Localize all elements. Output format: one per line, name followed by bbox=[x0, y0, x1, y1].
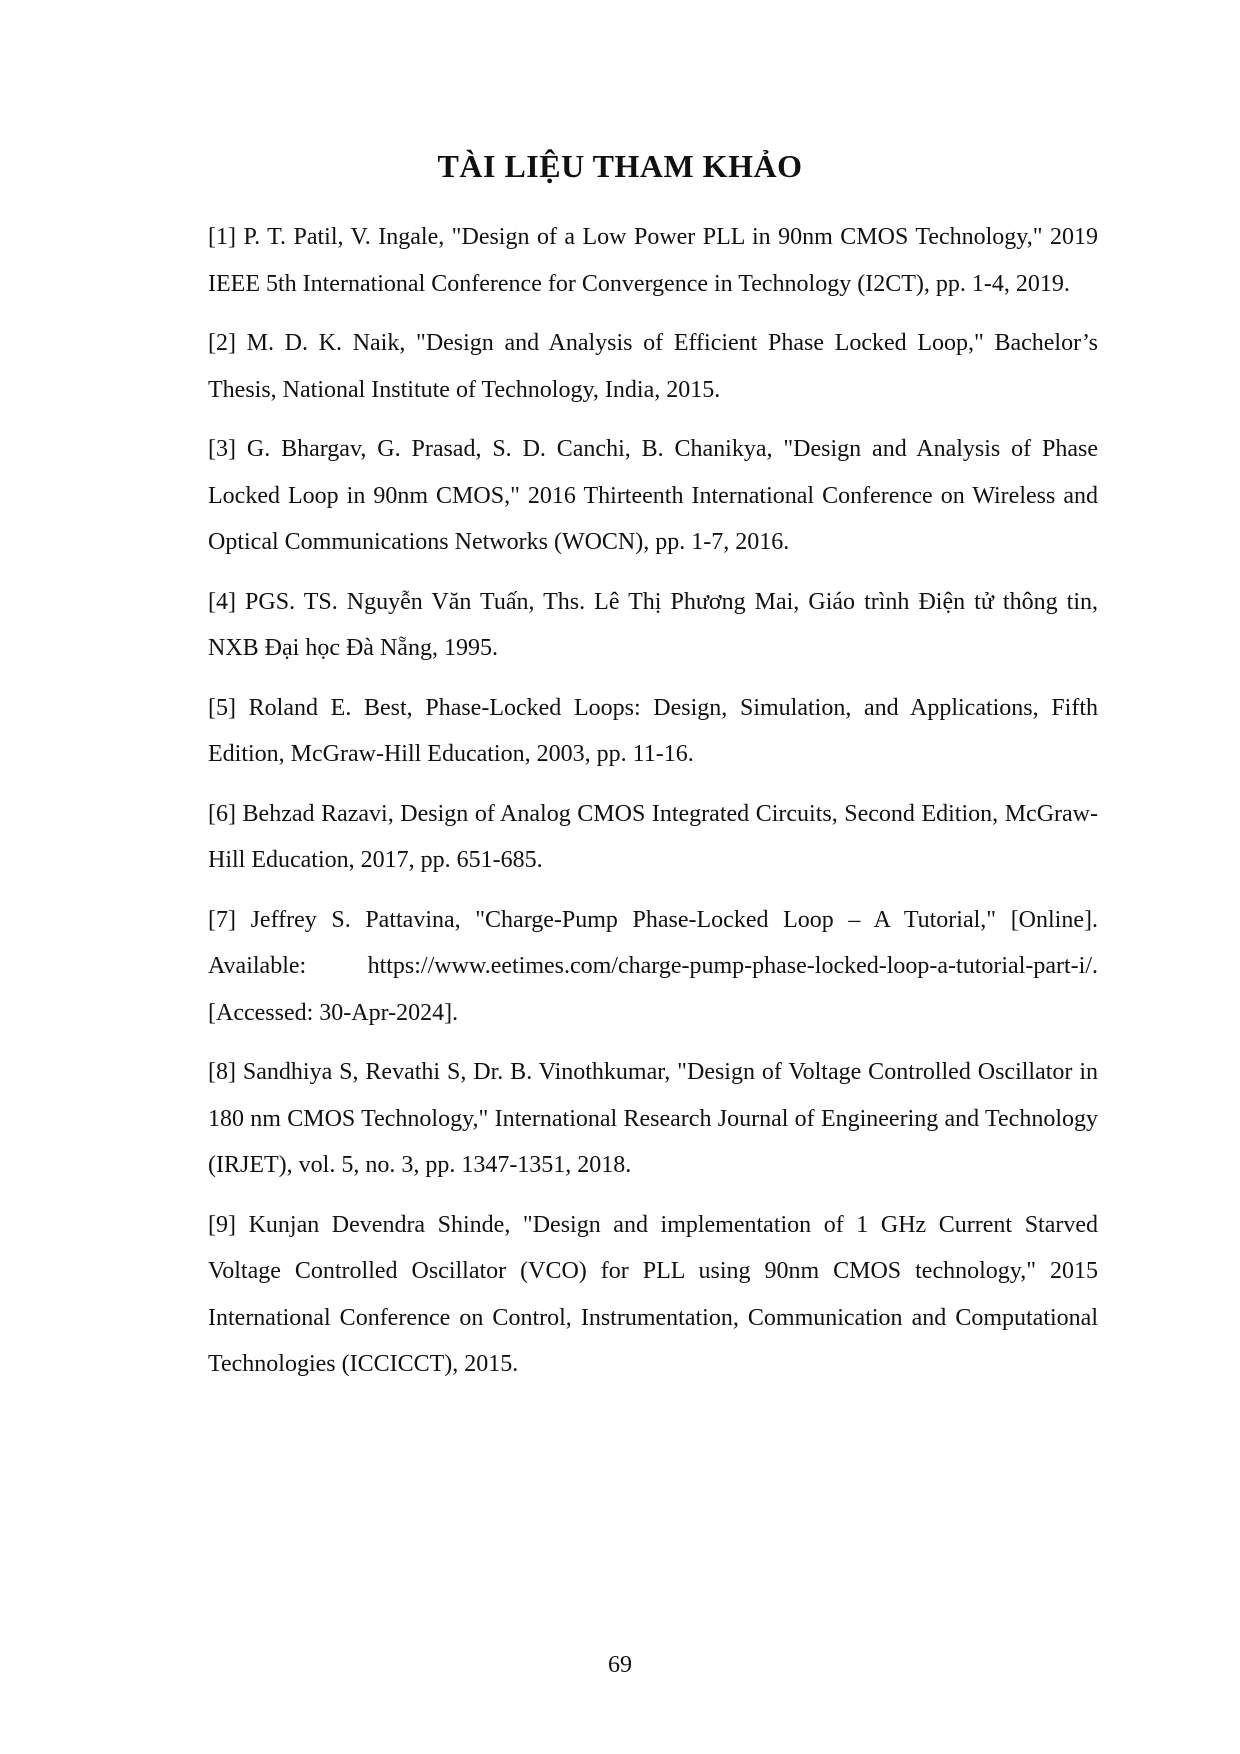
reference-item-8: [8] Sandhiya S, Revathi S, Dr. B. Vinothkumar, "Design of Voltage Controlled Oscillator in 180 nm CMOS Technology," International Research Journal of Engineering and Technology (IRJET), vol. 5, no. 3, pp. 1347-1351, 2018. bbox=[208, 1059, 1098, 1178]
reference-item-1: [1] P. T. Patil, V. Ingale, "Design of a Low Power PLL in 90nm CMOS Technology," 2019 IEEE 5th International Conference for Convergence in Technology (I2CT), pp. 1-4, 2019. bbox=[208, 224, 1098, 297]
reference-item-4: [4] PGS. TS. Nguyễn Văn Tuấn, Ths. Lê Thị Phương Mai, Giáo trình Điện tử thông tin, NXB Đại học Đà Nẵng, 1995. bbox=[208, 588, 1098, 661]
page-number: 69 bbox=[608, 1652, 632, 1678]
reference-item-9: [9] Kunjan Devendra Shinde, "Design and implementation of 1 GHz Current Starved Voltage Controlled Oscillator (VCO) for PLL using 90nm CMOS technology," 2015 International Conference on Control, Instrumentation, Communication and Computational Technologies (ICCICCT), 2015. bbox=[208, 1211, 1098, 1377]
reference-item-6: [6] Behzad Razavi, Design of Analog CMOS Integrated Circuits, Second Edition, McGraw-Hill Education, 2017, pp. 651-685. bbox=[208, 800, 1098, 873]
reference-item-3: [3] G. Bhargav, G. Prasad, S. D. Canchi, B. Chanikya, "Design and Analysis of Phase Locked Loop in 90nm CMOS," 2016 Thirteenth International Conference on Wireless and Optical Communications Networks (WOCN), pp. 1-7, 2016. bbox=[208, 436, 1098, 555]
page-title: TÀI LIỆU THAM KHẢO bbox=[437, 148, 803, 184]
reference-item-7: [7] Jeffrey S. Pattavina, "Charge-Pump Phase-Locked Loop – A Tutorial," [Online]. Available: https://www.eetimes.com/charge-pump-phase-locked-loop-a-tutorial-part-i/. [Accessed: 30-Apr-2024]. bbox=[208, 906, 1098, 1026]
reference-item-2: [2] M. D. K. Naik, "Design and Analysis of Efficient Phase Locked Loop," Bachelor’s Thesis, National Institute of Technology, India, 2015. bbox=[208, 330, 1098, 403]
reference-item-5: [5] Roland E. Best, Phase-Locked Loops: Design, Simulation, and Applications, Fifth Edition, McGraw-Hill Education, 2003, pp. 11-16. bbox=[208, 694, 1098, 767]
reference-list bbox=[208, 214, 1098, 1401]
